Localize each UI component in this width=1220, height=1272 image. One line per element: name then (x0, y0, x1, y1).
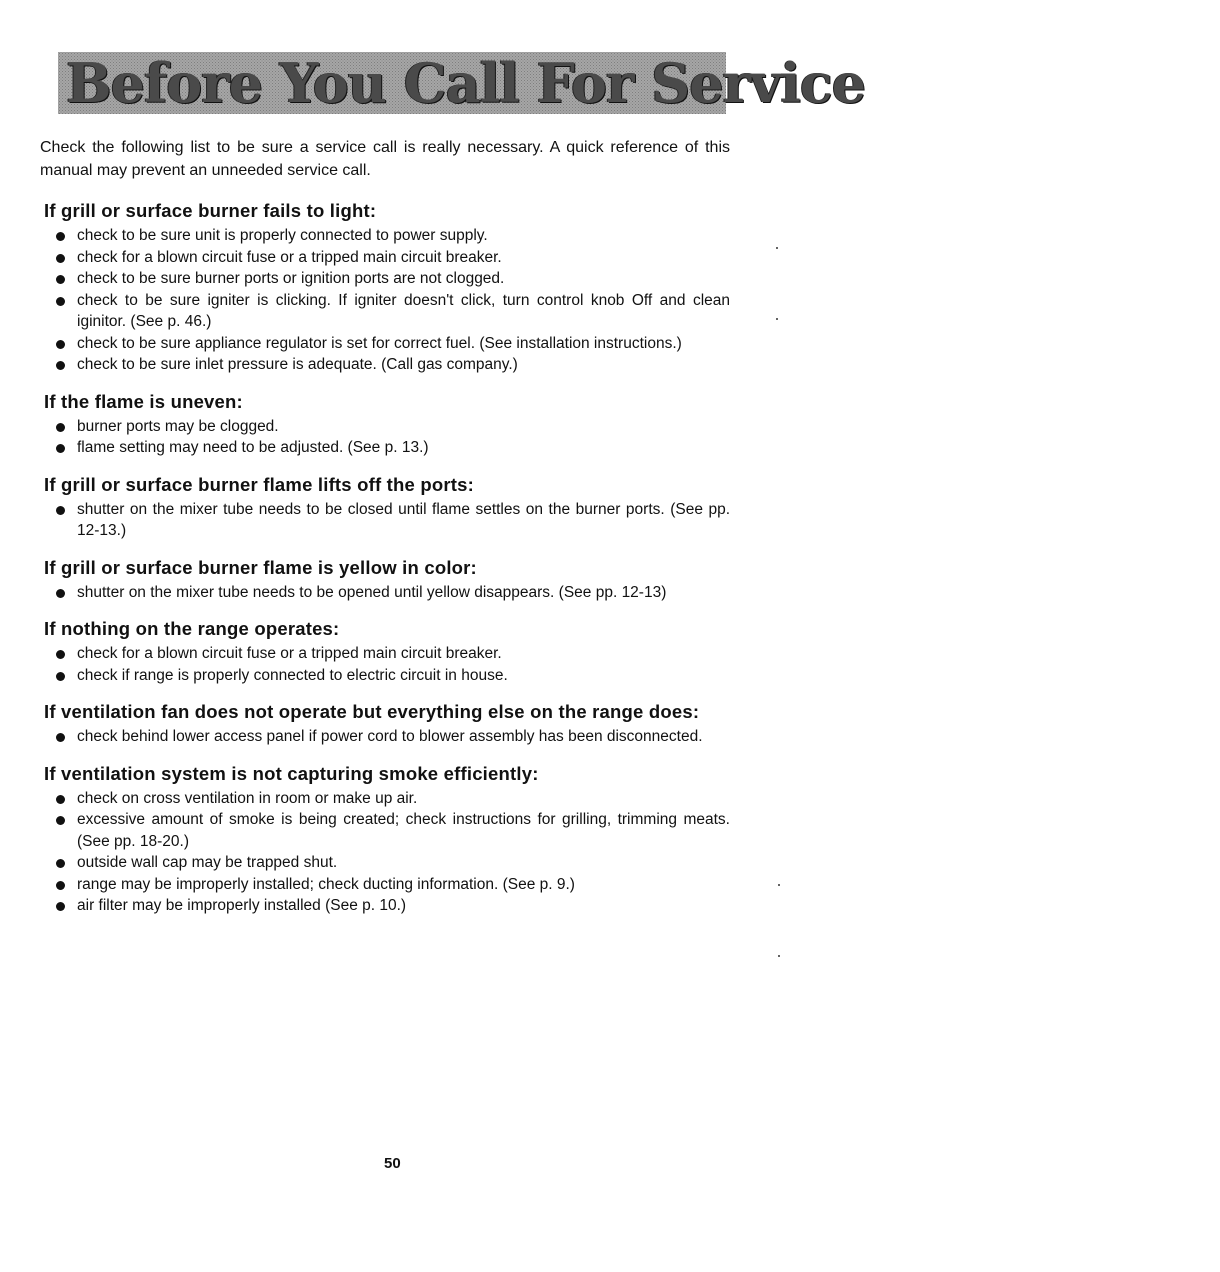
bullet-list (40, 416, 730, 459)
section (40, 699, 730, 748)
list-item (40, 726, 730, 748)
list-item-text: check to be sure burner ports or ignition ports are not clogged. (77, 270, 505, 287)
intro-paragraph: Check the following list to be sure a service call is really necessary. A quick reference of this manual may prevent an unneeded service call. (40, 139, 730, 179)
section-heading: If grill or surface burner flame lifts off the ports: (44, 473, 474, 495)
scan-speck (776, 247, 778, 249)
list-item (40, 499, 730, 542)
bullet-list (40, 582, 730, 604)
list-item (40, 643, 730, 665)
bullet-icon (56, 859, 65, 868)
section (40, 198, 730, 376)
list-item (40, 809, 730, 852)
list-item-text: check for a blown circuit fuse or a tripped main circuit breaker. (77, 248, 502, 266)
bullet-icon (56, 589, 65, 598)
list-item-text: check to be sure inlet pressure is adequate. (Call gas company.) (77, 356, 518, 373)
list-item-text: check for a blown circuit fuse or a tripped main circuit breaker. (77, 645, 502, 662)
bullet-icon (56, 672, 65, 681)
list-item-text: range may be improperly installed; check ducting information. (See p. 9.) (77, 875, 575, 893)
bullet-icon (56, 881, 65, 890)
section (40, 472, 730, 542)
bullet-icon (56, 733, 65, 742)
scan-speck (776, 318, 778, 320)
list-item (40, 665, 730, 687)
list-item-text: air filter may be improperly installed (See p. 10.) (77, 897, 407, 914)
list-item (40, 895, 730, 917)
section (40, 616, 730, 686)
bullet-list (40, 788, 730, 917)
bullet-list (40, 499, 730, 542)
bullet-icon (56, 340, 65, 349)
section (40, 761, 730, 917)
section (40, 389, 730, 459)
list-item (40, 788, 730, 810)
page-number: 50 (384, 1155, 401, 1172)
section-heading: If ventilation system is not capturing smoke efficiently: (44, 762, 539, 784)
bullet-list (40, 643, 730, 686)
list-item (40, 268, 730, 290)
list-item-text: check behind lower access panel if power cord to blower assembly has been disconnected. (77, 728, 703, 745)
section-heading: If ventilation fan does not operate but everything else on the range does: (44, 701, 700, 722)
section-heading: If grill or surface burner flame is yellow in color: (44, 556, 477, 578)
list-item-text: check to be sure unit is properly connected to power supply. (77, 227, 488, 244)
list-item (40, 247, 730, 269)
list-item (40, 874, 730, 896)
list-item (40, 852, 730, 874)
list-item (40, 290, 730, 333)
bullet-icon (56, 650, 65, 659)
list-item (40, 437, 730, 459)
list-item-text: check to be sure appliance regulator is set for correct fuel. (See installation instructions.) (77, 334, 682, 352)
section-heading: If the flame is uneven: (44, 390, 243, 412)
list-item-text: check if range is properly connected to electric circuit in house. (77, 666, 508, 684)
bullet-icon (56, 423, 65, 432)
bullet-icon (56, 902, 65, 911)
page-title: Before You Call For Service (66, 51, 866, 115)
scan-speck (778, 955, 780, 957)
bullet-list (40, 225, 730, 376)
bullet-icon (56, 275, 65, 284)
list-item (40, 225, 730, 247)
bullet-icon (56, 444, 65, 453)
list-item (40, 333, 730, 355)
list-item-text: flame setting may need to be adjusted. (See p. 13.) (77, 439, 429, 456)
bullet-icon (56, 795, 65, 804)
list-item (40, 416, 730, 438)
list-item-text: burner ports may be clogged. (77, 417, 279, 435)
bullet-list (40, 726, 730, 748)
list-item-text: check to be sure igniter is clicking. If igniter doesn't click, turn control knob Off and clean iginitor. (See p. 46.) (77, 291, 730, 330)
list-item-text: outside wall cap may be trapped shut. (77, 854, 338, 871)
bullet-icon (56, 506, 65, 515)
list-item (40, 582, 730, 604)
bullet-icon (56, 816, 65, 825)
bullet-icon (56, 297, 65, 306)
section-heading: If grill or surface burner fails to light: (44, 200, 377, 221)
list-item-text: excessive amount of smoke is being created; check instructions for grilling, trimming meats. (See pp. 18-20.) (77, 811, 730, 850)
bullet-icon (56, 232, 65, 241)
troubleshooting-sections (40, 198, 730, 917)
list-item-text: shutter on the mixer tube needs to be opened until yellow disappears. (See pp. 12-13) (77, 583, 667, 601)
section-heading: If nothing on the range operates: (44, 618, 340, 639)
bullet-icon (56, 361, 65, 370)
list-item-text: shutter on the mixer tube needs to be closed until flame settles on the burner ports. (See pp. 12-13.) (77, 500, 730, 539)
section (40, 555, 730, 604)
scan-speck (778, 884, 780, 886)
title-banner (58, 51, 866, 115)
bullet-icon (56, 254, 65, 263)
list-item-text: check on cross ventilation in room or make up air. (77, 789, 418, 807)
list-item (40, 354, 730, 376)
page-content (40, 136, 730, 930)
